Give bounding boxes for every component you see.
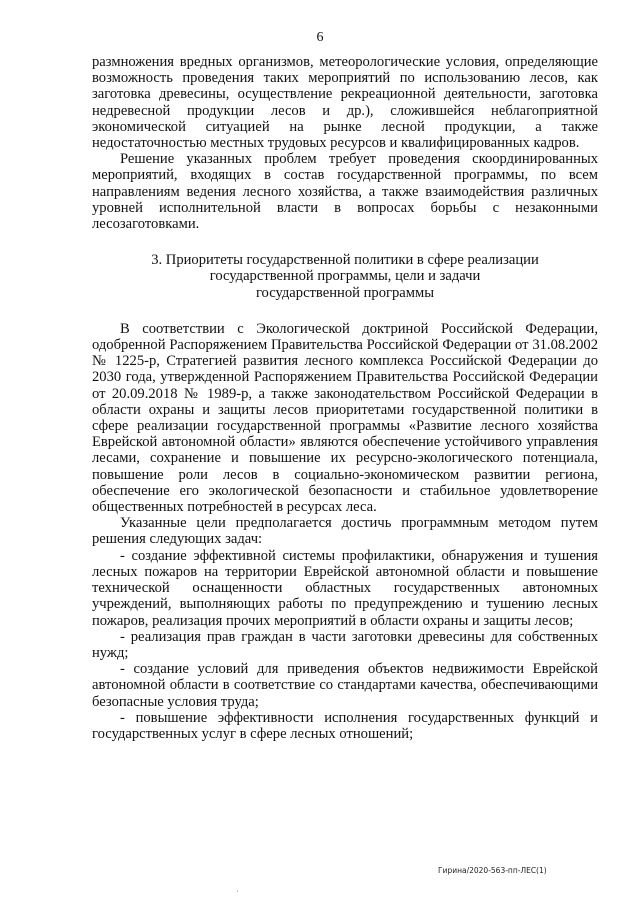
section-heading-line: государственной программы, цели и задачи (209, 268, 481, 285)
document-body (92, 54, 598, 742)
task-item: - создание условий для приведения объектов недвижимости Еврейской автономной области в соответствие со стандартами качества, обеспечивающими безопасные условия труда; (92, 661, 598, 710)
paragraph-continued: размножения вредных организмов, метеорологические условия, определяющие возможность проведения таких мероприятий по использованию лесов, как заготовка древесины, осуществление рекреационной деятельности, заготовка недревесной продукции лесов и др.), сложившейся неблагоприятной экономической ситуацией на рынке лесной продукции, а также недостаточностью местных трудовых ресурсов и квалифицированных кадров. (92, 54, 598, 152)
scan-mark: · (236, 887, 239, 896)
document-code: Гирина/2020-563-пп-ЛЕС(1) (438, 866, 547, 875)
task-item: - реализация прав граждан в части заготовки древесины для собственных нужд; (92, 628, 598, 661)
task-item: - повышение эффективности исполнения государственных функций и государственных услуг в сфере лесных отношений; (92, 709, 598, 742)
paragraph: В соответствии с Экологической доктриной Российской Федерации, одобренной Распоряжением Правительства Российской Федерации от 31.08.2002 № 1225-р, Стратегией развития лесного комплекса Российской Федерации до 2030 года, утвержденной Распоряжением Правительства Российской Федерации от 20.09.2018 № 1989-р, а также законодательством Российской Федерации в области охраны и защиты лесов приоритетами государственной политики в сфере реализации государственной программы «Развитие лесного хозяйства Еврейской автономной области» являются обеспечение устойчивого управления лесами, сохранение и повышение их ресурсно-экологического потенциала, повышение роли лесов в социально-экономическом развитии региона, обеспечение его экологической безопасности и стабильное удовлетворение общественных потребностей в ресурсах леса. (92, 320, 598, 516)
paragraph: Решение указанных проблем требует проведения скоординированных мероприятий, входящих в состав государственной программы, по всем направлениям ведения лесного хозяйства, а также взаимодействия различных уровней исполнительной власти в вопросах борьбы с незаконными лесозаготовками. (92, 151, 598, 233)
section-heading-line: государственной программы (255, 284, 435, 301)
page-number: 6 (316, 30, 324, 45)
section-heading (92, 252, 598, 301)
task-item: - создание эффективной системы профилактики, обнаружения и тушения лесных пожаров на территории Еврейской автономной области и повышение технической оснащенности областных государственных автономных учреждений, выполняющих работы по предупреждению и тушению лесных пожаров, реализация прочих мероприятий в области охраны и защиты лесов; (92, 547, 598, 629)
section-heading-line: 3. Приоритеты государственной политики в сфере реализации (151, 252, 539, 269)
paragraph: Указанные цели предполагается достичь программным методом путем решения следующих задач: (92, 515, 598, 548)
